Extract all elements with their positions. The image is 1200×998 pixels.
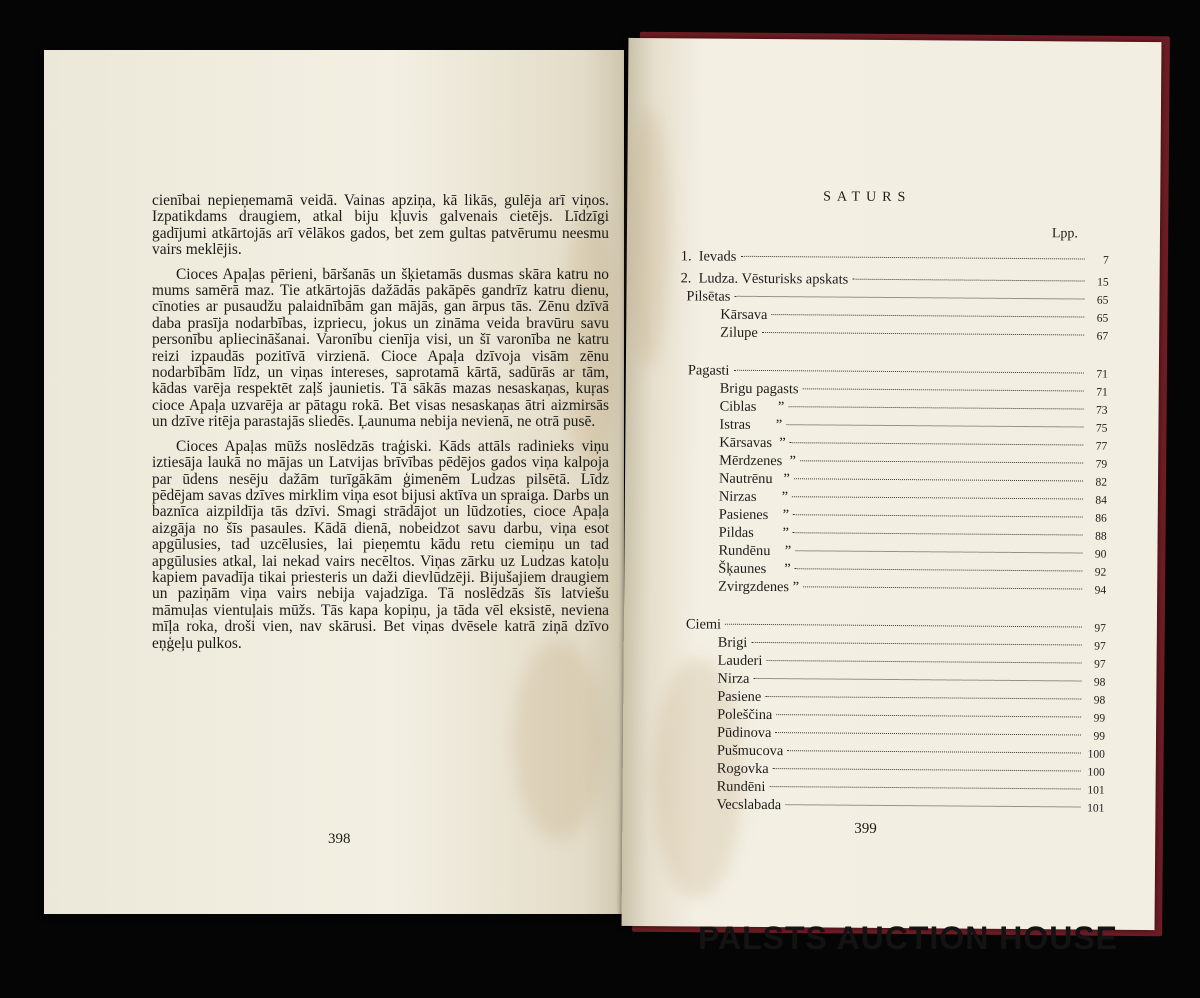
body-text xyxy=(152,193,609,660)
toc-leader-dots xyxy=(795,568,1083,571)
toc-entry-page: 77 xyxy=(1095,440,1108,453)
toc-leader-dots xyxy=(790,442,1084,445)
toc-entry xyxy=(718,561,1106,581)
toc-leader-dots xyxy=(787,750,1081,753)
toc-entry-page: 97 xyxy=(1094,640,1106,653)
toc-entry-page: 73 xyxy=(1096,404,1108,417)
toc-entry-label: Kārsavas ” xyxy=(719,434,786,452)
paragraph: Cioces Apaļas mūžs noslēdzās traģiski. Kāds attāls radinieks viņu iztiesāja laukā no mājas un Latvijas brīvības pēdējos gados viņa kalpoja par ūdens nesēju dažām turīgākām ģimenēm Ludzas pilsētā. Līdz pēdējam savas dzīves mirklim viņa esot bijusi aktīva un spraiga. Darbs un baznīca aizpildīja tās dzīvi. Smagi strādājot un lūdzoties, cioce Apaļa aizgāja no šīs pasaules. Kādā dienā, nobeidzot savu darbu, viņa esot apgūlusies, tad uzcēlusies, lai pieņemtu kādu retu ciemiņu un tad apgūlusies atkal, lai nekad vairs necēltos. Viņas zārku uz Ludzas katoļu kapiem pavadīja tikai priesteris un daži dievlūdzēji. Bijušajiem draugiem un paziņām viņa vairs nebija vajadzīga. Tā noslēdzās šīs latviešu māmuļas vientuļais mūžs. Tās kapa kopiņu, ja tāda vēl eksistē, neviena mīļa roka, droši vien, nav skārusi. Bet viņas dvēsele katrā ziņā dzīvo eņģeļu pulkos. xyxy=(152,437,609,652)
toc-entry xyxy=(720,307,1108,327)
toc-entry-label: Nirzas ” xyxy=(718,488,789,506)
toc-entry xyxy=(719,489,1107,509)
toc-leader-dots xyxy=(773,768,1081,771)
toc-entry-label: Pūdinova xyxy=(716,724,772,742)
toc-title: SATURS xyxy=(823,189,912,206)
toc-entry-label: Brigi xyxy=(717,634,748,651)
toc-entry-label: Šķaunes ” xyxy=(718,560,791,578)
toc-entry-page: 100 xyxy=(1087,748,1105,761)
toc-entry-label: Pilsētas xyxy=(686,288,731,305)
paragraph: Cioces Apaļas pērieni, bāršanās un šķietamās dusmas skāra katru no mums samērā maz. Tie atkārtojās dažādās pakāpēs gandrīz katru dienu, cīnoties ar pusaudžu palaidnībām gan mājās, gan ārpus tās. Zēnu dzīvā daba prasīja nodarbības, izpriecu, jokus un zināma veida bravūru savu personību apliecināšanai. Varonību cienīja visi, un šī varonība ne katru reizi izpaudās pozitīvā virzienā. Cioce Apaļa dzīvoja visām zēnu nodarbībām līdz, un viņas intereses, saprotamā kārtā, sadūrās ar tām, kādas varēja respektēt zaļš jaunietis. Tā sākās mazas nesaskaņas, kuŗas cioce Apaļa uzvarēja ar pātagu rokā. Bet visas nesaskaņas ātri aizmirsās un dzīve ritēja parastajās sliedēs. Ļaunuma nebija nevienā, ne otrā pusē. xyxy=(152,265,609,431)
toc-leader-dots xyxy=(725,624,1082,628)
toc-entry-label: Nirza xyxy=(717,670,750,687)
toc-entry-label: Pasiene xyxy=(717,688,762,705)
toc-entry-label: Zvirgzdenes ” xyxy=(718,578,800,596)
toc-entry-page: 7 xyxy=(1102,254,1109,267)
toc-entry xyxy=(716,797,1104,817)
toc-entry-page: 67 xyxy=(1096,330,1109,343)
toc-leader-dots xyxy=(733,370,1083,374)
toc-entry xyxy=(718,653,1106,673)
toc-entry-label: Vecslabada xyxy=(716,796,782,814)
toc-leader-dots xyxy=(786,424,1083,427)
toc-entry-label: Poleščina xyxy=(717,706,773,724)
toc-leader-dots xyxy=(762,332,1084,336)
toc-entry-label: Ciblas ” xyxy=(719,398,785,416)
toc-column-header: Lpp. xyxy=(1051,226,1079,242)
toc-entry-label: Pasienes ” xyxy=(718,506,790,524)
toc-entry-page: 92 xyxy=(1094,566,1107,579)
toc-entry-page: 101 xyxy=(1087,802,1105,815)
toc-entry xyxy=(681,248,1109,268)
toc-entry-page: 101 xyxy=(1087,784,1105,797)
toc-entry-label: Kārsava xyxy=(720,306,768,324)
toc-entry xyxy=(720,399,1108,419)
toc-entry-label: Zilupe xyxy=(720,324,758,341)
toc-entry xyxy=(717,671,1105,691)
toc-entry-label: Pagasti xyxy=(687,362,730,379)
toc-entry xyxy=(717,761,1105,781)
toc-entry xyxy=(718,579,1106,599)
page-number: 398 xyxy=(328,831,351,847)
toc-leader-dots xyxy=(792,496,1083,499)
left-page xyxy=(44,50,624,914)
toc-entry-label: Nautrēnu ” xyxy=(718,470,790,488)
toc-entry xyxy=(720,381,1108,401)
toc-entry-page: 100 xyxy=(1087,766,1105,779)
toc-entry-label: 2. Ludza. Vēsturisks apskats xyxy=(680,270,849,288)
toc-entry-page: 88 xyxy=(1095,530,1107,543)
toc-entry-label: Pušmucova xyxy=(716,742,784,760)
toc-entry-page: 71 xyxy=(1096,368,1108,381)
toc-entry xyxy=(717,743,1105,763)
toc-entry xyxy=(717,689,1105,709)
toc-entry-page: 98 xyxy=(1093,694,1106,707)
toc-entry xyxy=(717,779,1105,799)
toc-entry xyxy=(681,270,1109,290)
toc-entry xyxy=(719,453,1107,473)
toc-entry-page: 75 xyxy=(1095,422,1108,435)
toc-entry xyxy=(719,435,1107,455)
toc-entry xyxy=(686,616,1106,636)
toc-entry-page: 90 xyxy=(1094,548,1107,561)
toc-entry-page: 65 xyxy=(1096,294,1109,307)
toc-entry xyxy=(720,325,1108,345)
toc-leader-dots xyxy=(788,406,1083,409)
toc-entry-label: Istras ” xyxy=(719,416,783,434)
toc-entry xyxy=(686,288,1108,308)
toc-entry xyxy=(688,362,1108,382)
toc-leader-dots xyxy=(795,550,1082,553)
toc-leader-dots xyxy=(740,256,1084,260)
toc-leader-dots xyxy=(793,514,1083,517)
toc-entry xyxy=(717,725,1105,745)
toc-entry-label: Mērdzenes ” xyxy=(719,452,796,470)
toc-leader-dots xyxy=(776,714,1081,717)
toc-leader-dots xyxy=(803,586,1082,589)
toc-entry-page: 84 xyxy=(1095,494,1107,507)
toc-entry xyxy=(718,543,1106,563)
toc-entry-label: 1. Ievads xyxy=(680,248,737,265)
toc-leader-dots xyxy=(802,388,1083,391)
toc-entry-label: Lauderi xyxy=(717,652,763,669)
toc-leader-dots xyxy=(775,732,1081,735)
toc-entry-page: 15 xyxy=(1097,276,1109,289)
toc-entry xyxy=(719,471,1107,491)
toc-entry-label: Brigu pagasts xyxy=(719,380,799,398)
toc-leader-dots xyxy=(852,279,1084,282)
toc-leader-dots xyxy=(753,678,1081,682)
toc-leader-dots xyxy=(785,804,1080,807)
toc-leader-dots xyxy=(765,696,1081,699)
toc-entry-label: Ciemi xyxy=(685,616,722,633)
toc-entry-page: 82 xyxy=(1095,476,1108,489)
toc-entry-page: 71 xyxy=(1096,386,1108,399)
toc-entry xyxy=(719,417,1107,437)
toc-leader-dots xyxy=(751,642,1081,646)
toc-leader-dots xyxy=(734,296,1084,300)
toc-leader-dots xyxy=(794,478,1083,481)
toc-entry-label: Rundēni xyxy=(716,778,766,796)
toc-leader-dots xyxy=(769,786,1080,789)
toc-entry xyxy=(719,525,1107,545)
right-page xyxy=(622,38,1162,930)
toc-entry xyxy=(718,635,1106,655)
toc-leader-dots xyxy=(793,532,1083,535)
toc-entry xyxy=(717,707,1105,727)
toc-entry-page: 86 xyxy=(1095,512,1107,525)
watermark: PALSTS AUCTION HOUSE xyxy=(698,920,1119,956)
page-number: 399 xyxy=(854,820,877,837)
toc-entry-label: Rogovka xyxy=(716,760,769,778)
toc-entry xyxy=(719,507,1107,527)
toc-entry-page: 79 xyxy=(1095,458,1108,471)
toc-entry-page: 97 xyxy=(1094,658,1106,671)
toc-entry-page: 99 xyxy=(1093,730,1106,743)
toc-entry-label: Pildas ” xyxy=(718,524,790,542)
toc-entry-label: Rundēnu ” xyxy=(718,542,792,560)
toc-entry-page: 98 xyxy=(1093,676,1106,689)
toc-entry-page: 97 xyxy=(1094,622,1106,635)
toc-leader-dots xyxy=(800,460,1083,463)
toc-entry-page: 94 xyxy=(1094,584,1107,597)
toc-entry-page: 99 xyxy=(1093,712,1106,725)
toc-leader-dots xyxy=(771,314,1084,317)
paragraph: cienībai nepieņemamā veidā. Vainas apziņa, kā likās, gulēja arī viņos. Izpatikdams draugiem, atkal biju kļuvis galvenais cietējs. Līdzīgi gadījumi atkārtojās arī vēlākos gados, bet zem gultas patvērumu neesmu vairs meklējis. xyxy=(152,192,609,259)
toc-leader-dots xyxy=(766,660,1081,663)
toc-entry-page: 65 xyxy=(1096,312,1109,325)
